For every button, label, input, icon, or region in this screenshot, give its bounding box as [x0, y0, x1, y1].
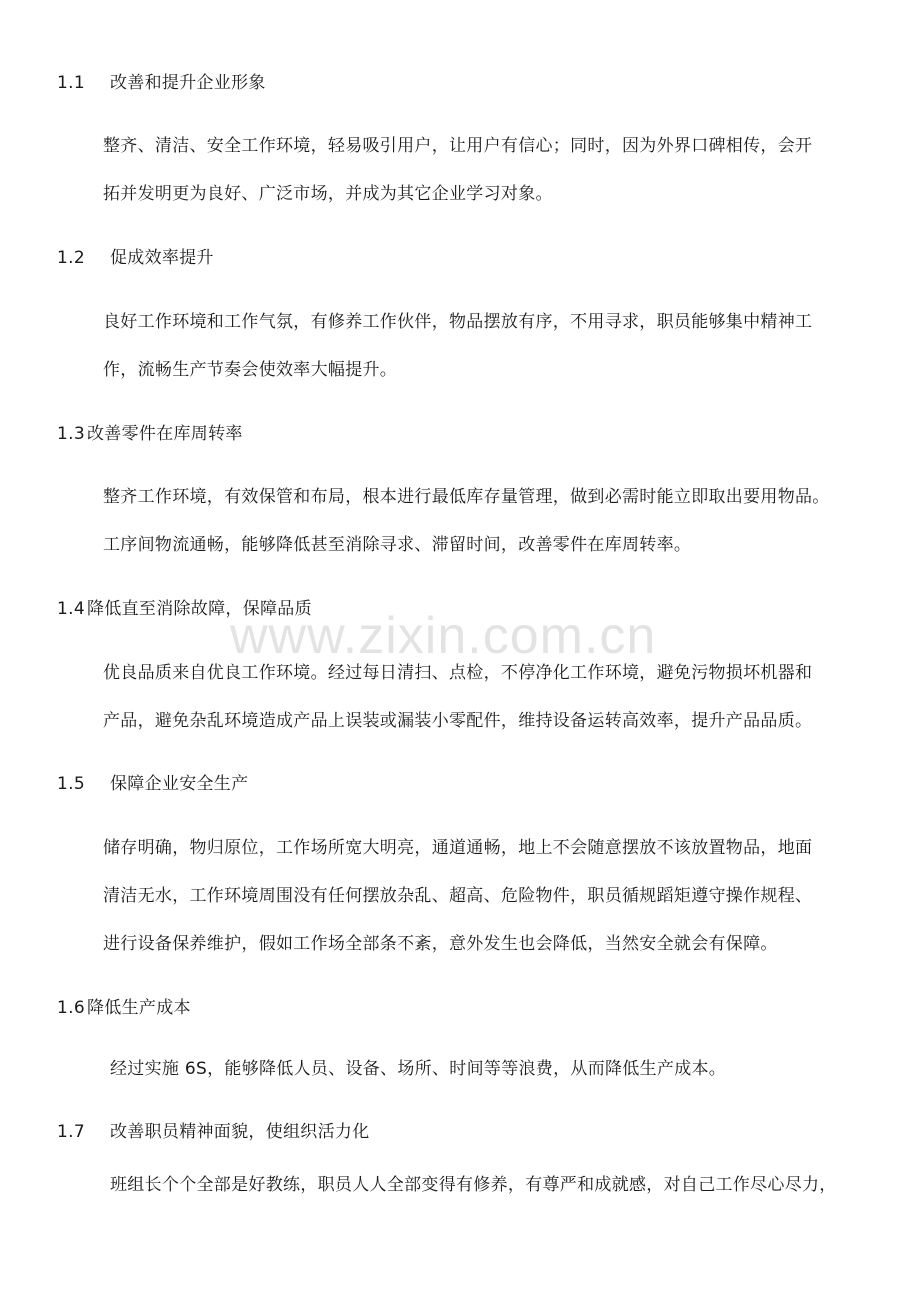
- section-number: 1.4: [57, 599, 85, 619]
- section-heading-1-6: [57, 997, 191, 1019]
- paragraph-line: 经过实施 6S，能够降低人员、设备、场所、时间等等浪费，从而降低生产成本。: [110, 1059, 727, 1079]
- section-title: 促成效率提升: [110, 248, 214, 268]
- section-number: 1.6: [57, 998, 85, 1018]
- paragraph-line: 进行设备保养维护，假如工作场全部条不紊，意外发生也会降低，当然安全就会有保障。: [103, 934, 778, 954]
- section-heading-1-1: [57, 72, 266, 94]
- section-title: 改善零件在库周转率: [87, 424, 243, 444]
- section-heading-1-4: [57, 598, 312, 620]
- section-number: 1.5: [57, 774, 85, 794]
- paragraph-line: 班组长个个全部是好教练，职员人人全部变得有修养，有尊严和成就感，对自己工作尽心尽力，: [110, 1175, 837, 1195]
- paragraph-line: 拓并发明更为良好、广泛市场，并成为其它企业学习对象。: [103, 184, 553, 204]
- paragraph-line: 整齐工作环境，有效保管和布局，根本进行最低库存量管理，做到必需时能立即取出要用物品。: [103, 487, 830, 507]
- section-heading-1-3: [57, 423, 243, 445]
- section-title: 降低直至消除故障，保障品质: [87, 599, 312, 619]
- section-number: 1.2: [57, 248, 85, 268]
- paragraph-line: 整齐、清洁、安全工作环境，轻易吸引用户，让用户有信心；同时，因为外界口碑相传，会开: [103, 136, 813, 156]
- paragraph-line: 工序间物流通畅，能够降低甚至消除寻求、滞留时间，改善零件在库周转率。: [103, 535, 692, 555]
- paragraph-line: 产品，避免杂乱环境造成产品上误装或漏装小零配件，维持设备运转高效率，提升产品品质。: [103, 711, 813, 731]
- section-title: 改善和提升企业形象: [110, 73, 266, 93]
- section-title: 保障企业安全生产: [110, 774, 249, 794]
- section-number: 1.7: [57, 1122, 85, 1142]
- section-heading-1-5: [57, 773, 248, 795]
- paragraph-line: 储存明确，物归原位，工作场所宽大明亮，通道通畅，地上不会随意摆放不该放置物品，地面: [103, 838, 813, 858]
- paragraph-line: 优良品质来自优良工作环境。经过每日清扫、点检，不停净化工作环境，避免污物损坏机器和: [103, 663, 813, 683]
- section-title: 降低生产成本: [87, 998, 191, 1018]
- paragraph-line: 良好工作环境和工作气氛，有修养工作伙伴，物品摆放有序，不用寻求，职员能够集中精神工: [103, 312, 813, 332]
- section-title: 改善职员精神面貌，使组织活力化: [110, 1122, 370, 1142]
- section-heading-1-7: [57, 1121, 370, 1143]
- watermark: www.zixin.com.cn: [230, 607, 657, 665]
- section-heading-1-2: [57, 247, 214, 269]
- section-number: 1.1: [57, 73, 85, 93]
- section-number: 1.3: [57, 424, 85, 444]
- paragraph-line: 清洁无水，工作环境周围没有任何摆放杂乱、超高、危险物件，职员循规蹈矩遵守操作规程、: [103, 886, 813, 906]
- paragraph-line: 作，流畅生产节奏会使效率大幅提升。: [103, 360, 398, 380]
